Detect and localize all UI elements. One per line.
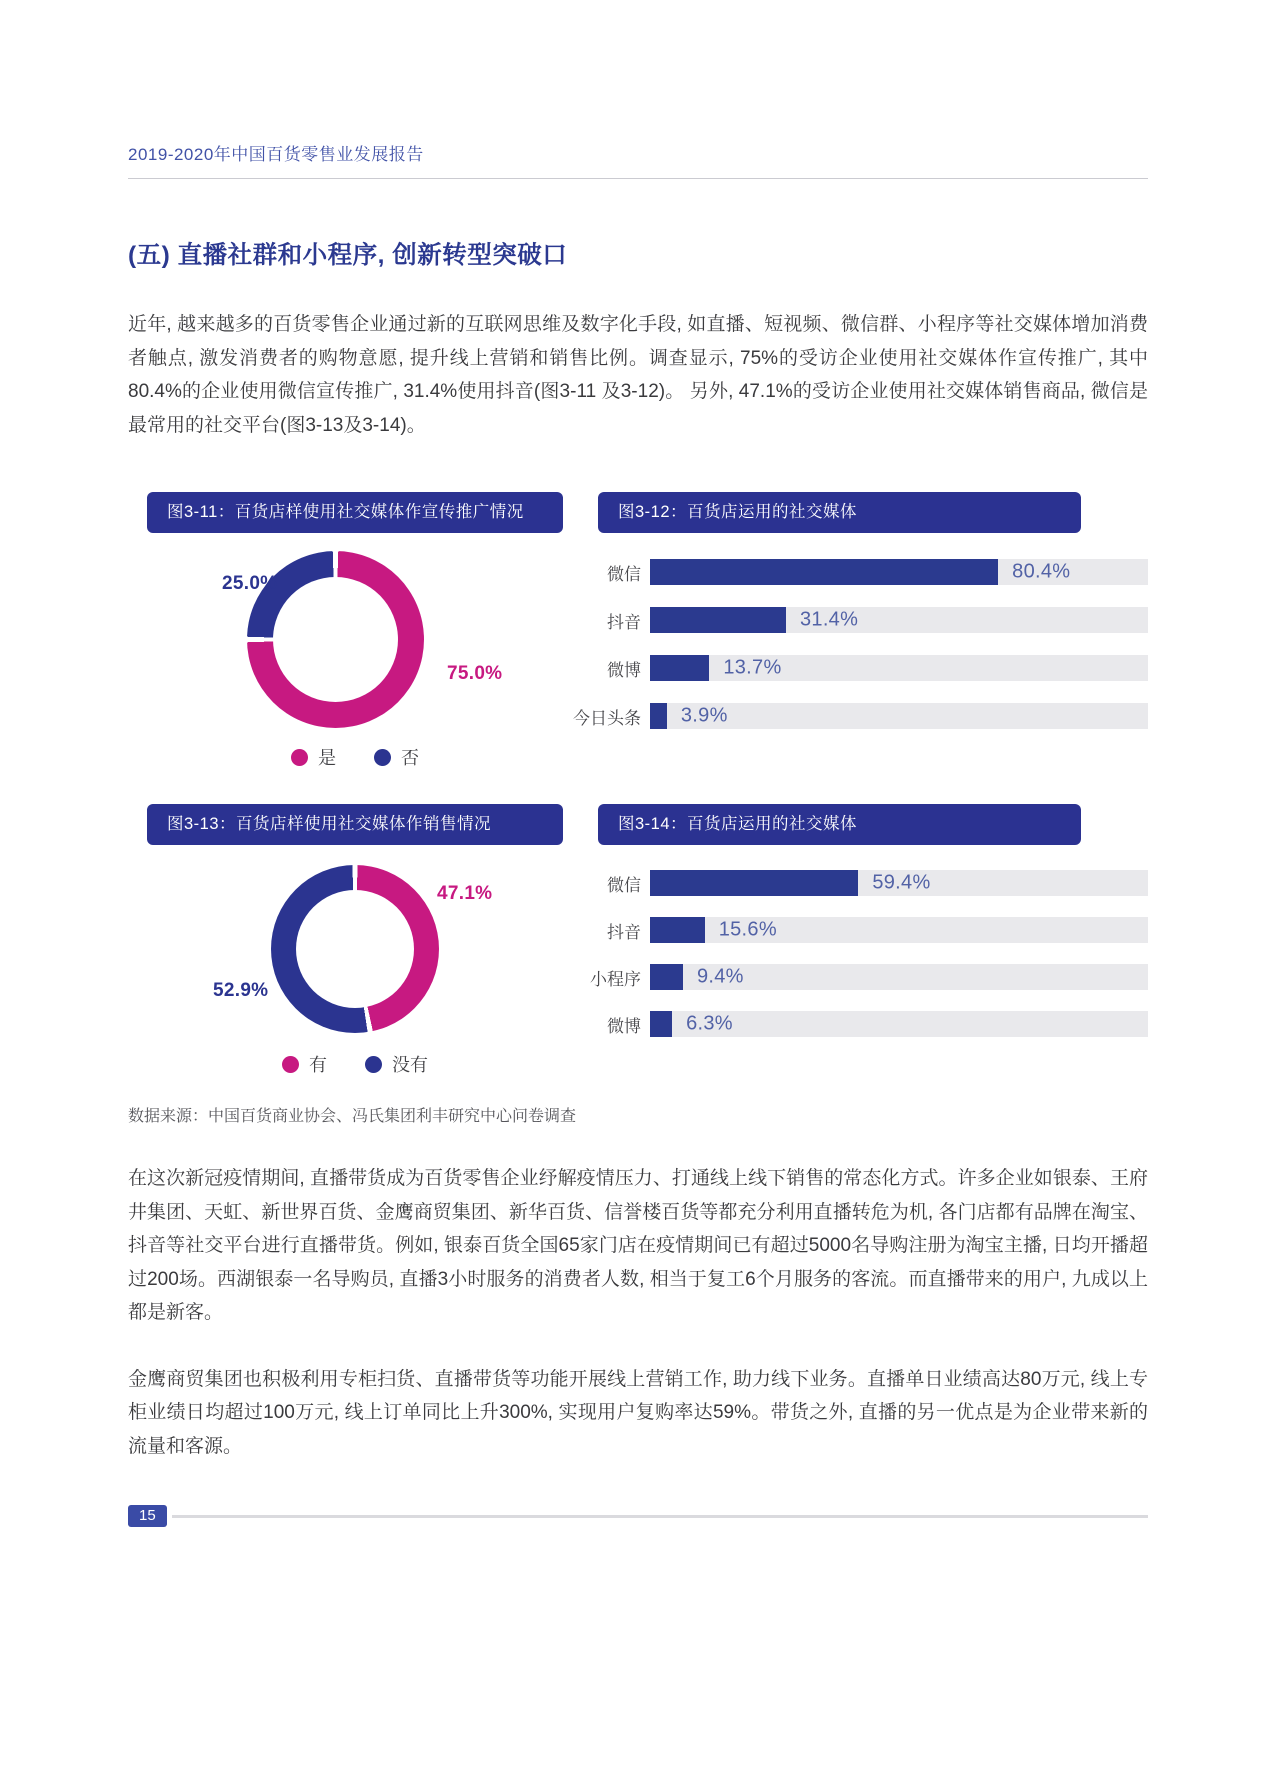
bar-track bbox=[650, 655, 1148, 681]
bar-row bbox=[598, 917, 1148, 943]
bar-category-label: 抖音 bbox=[607, 612, 641, 632]
bar-value-label: 80.4% bbox=[1012, 560, 1071, 583]
bar-value-label: 3.9% bbox=[680, 704, 728, 727]
figure-3-12-title: 图3-12：百货店运用的社交媒体 bbox=[598, 492, 1081, 533]
figure-3-14-title: 图3-14：百货店运用的社交媒体 bbox=[598, 804, 1081, 845]
bar-category-label: 微博 bbox=[607, 660, 641, 680]
bar-fill bbox=[650, 559, 998, 585]
bar-category-label: 微信 bbox=[607, 564, 641, 584]
header-divider bbox=[128, 178, 1148, 179]
bar-fill bbox=[650, 870, 858, 896]
slice-label-have: 47.1% bbox=[437, 883, 493, 904]
paragraph-covid-livestream: 在这次新冠疫情期间, 直播带货成为百货零售企业纾解疫情压力、打通线上线下销售的常态化方式。许多企业如银泰、王府井集团、天虹、新世界百货、金鹰商贸集团、新华百货、信誉楼百货等都充分利用直播转危为机, 各门店都有品牌在淘宝、抖音等社交平台进行直播带货。例如, 银泰百货全国65家门店在疫情期间已有超过5000名导购注册为淘宝主播, 日均开播超过200场。西湖银泰一名导购员, 直播3小时服务的消费者人数, 相当于复工6个月服务的客流。而直播带来的用户, 九成以上都是新客。 bbox=[128, 1168, 1148, 1323]
bar-chart-3-12 bbox=[573, 533, 1148, 729]
bar-fill bbox=[650, 1011, 672, 1037]
bar-track bbox=[650, 559, 1148, 585]
legend-label-no: 否 bbox=[401, 748, 419, 768]
bar-category-label: 抖音 bbox=[607, 922, 641, 942]
bar-row bbox=[598, 870, 1148, 896]
figure-3-13 bbox=[147, 804, 563, 1077]
bar-row bbox=[598, 607, 1148, 633]
bar-row bbox=[573, 703, 1148, 729]
figure-3-14 bbox=[590, 804, 1148, 1077]
legend-3-11 bbox=[147, 744, 563, 770]
bar-track bbox=[650, 1011, 1148, 1037]
legend-dot-have bbox=[282, 1056, 299, 1073]
figure-3-11-title: 图3-11：百货店样使用社交媒体作宣传推广情况 bbox=[147, 492, 563, 533]
donut-chart-3-13 bbox=[147, 845, 563, 1043]
figure-3-11 bbox=[147, 492, 563, 770]
bar-track bbox=[650, 917, 1148, 943]
bar-category-label: 微信 bbox=[607, 875, 641, 895]
bar-track bbox=[650, 703, 1148, 729]
bar-chart-3-14 bbox=[590, 845, 1148, 1037]
bar-track bbox=[650, 964, 1148, 990]
bar-fill bbox=[650, 655, 709, 681]
legend-label-yes: 是 bbox=[318, 748, 336, 768]
legend-item-no bbox=[374, 744, 419, 770]
figures-grid bbox=[128, 492, 1148, 1077]
figure-3-12 bbox=[573, 492, 1148, 770]
bar-fill bbox=[650, 703, 667, 729]
legend-dot-none bbox=[365, 1056, 382, 1073]
bar-value-label: 9.4% bbox=[696, 965, 744, 988]
legend-item-yes bbox=[291, 744, 336, 770]
slice-label-no: 25.0% bbox=[222, 573, 278, 594]
bar-row bbox=[598, 1011, 1148, 1037]
legend-label-none: 没有 bbox=[392, 1055, 428, 1075]
section-title: (五) 直播社群和小程序, 创新转型突破口 bbox=[128, 242, 568, 269]
bar-value-label: 6.3% bbox=[686, 1012, 733, 1035]
page-footer bbox=[128, 1505, 1148, 1527]
donut-ring bbox=[271, 865, 439, 1033]
footer-rule bbox=[172, 1515, 1148, 1518]
legend-label-have: 有 bbox=[309, 1055, 327, 1075]
bar-category-label: 微博 bbox=[607, 1016, 641, 1036]
legend-dot-no bbox=[374, 749, 391, 766]
bar-row bbox=[598, 655, 1148, 681]
bar-category-label: 今日头条 bbox=[573, 708, 641, 728]
bar-value-label: 31.4% bbox=[799, 608, 859, 631]
bar-row bbox=[598, 559, 1148, 585]
donut-hole bbox=[273, 577, 398, 702]
bar-value-label: 13.7% bbox=[723, 656, 782, 679]
paragraph-goldeneagle: 金鹰商贸集团也积极利用专柜扫货、直播带货等功能开展线上营销工作, 助力线下业务。直播单日业绩高达80万元, 线上专柜业绩日均超过100万元, 线上订单同比上升300%, 实现用户复购率达59%。带货之外, 直播的另一优点是为企业带来新的流量和客源。 bbox=[128, 1368, 1148, 1457]
bar-fill bbox=[650, 607, 786, 633]
legend-item-have bbox=[282, 1051, 327, 1077]
donut-chart-3-11 bbox=[147, 533, 563, 736]
bar-fill bbox=[650, 964, 683, 990]
paragraph-intro: 近年, 越来越多的百货零售企业通过新的互联网思维及数字化手段, 如直播、短视频、微信群、小程序等社交媒体增加消费者触点, 激发消费者的购物意愿, 提升线上营销和销售比例。调查显示, 75%的受访企业使用社交媒体作宣传推广, 其中80.4%的企业使用微信宣传推广, 31.4%使用抖音(图3-11 及3-12)。 另外, 47.1%的受访企业使用社交媒体销售商品, 微信是最常用的社交平台(图3-13及3-14)。 bbox=[128, 314, 1148, 436]
figure-3-13-title: 图3-13：百货店样使用社交媒体作销售情况 bbox=[147, 804, 563, 845]
report-title: 2019-2020年中国百货零售业发展报告 bbox=[128, 145, 424, 164]
data-source-note: 数据来源：中国百货商业协会、冯氏集团利丰研究中心问卷调查 bbox=[128, 1108, 577, 1125]
slice-label-none: 52.9% bbox=[213, 980, 269, 1001]
bar-value-label: 15.6% bbox=[718, 918, 777, 941]
legend-dot-yes bbox=[291, 749, 308, 766]
page-number: 15 bbox=[128, 1505, 167, 1527]
bar-row bbox=[590, 964, 1148, 990]
bar-track bbox=[650, 607, 1148, 633]
bar-track bbox=[650, 870, 1148, 896]
legend-3-13 bbox=[147, 1051, 563, 1077]
slice-label-yes: 75.0% bbox=[447, 663, 503, 684]
legend-item-none bbox=[365, 1051, 428, 1077]
bar-category-label: 小程序 bbox=[590, 969, 641, 989]
donut-hole bbox=[296, 890, 414, 1008]
bar-value-label: 59.4% bbox=[872, 871, 931, 894]
bar-fill bbox=[650, 917, 705, 943]
